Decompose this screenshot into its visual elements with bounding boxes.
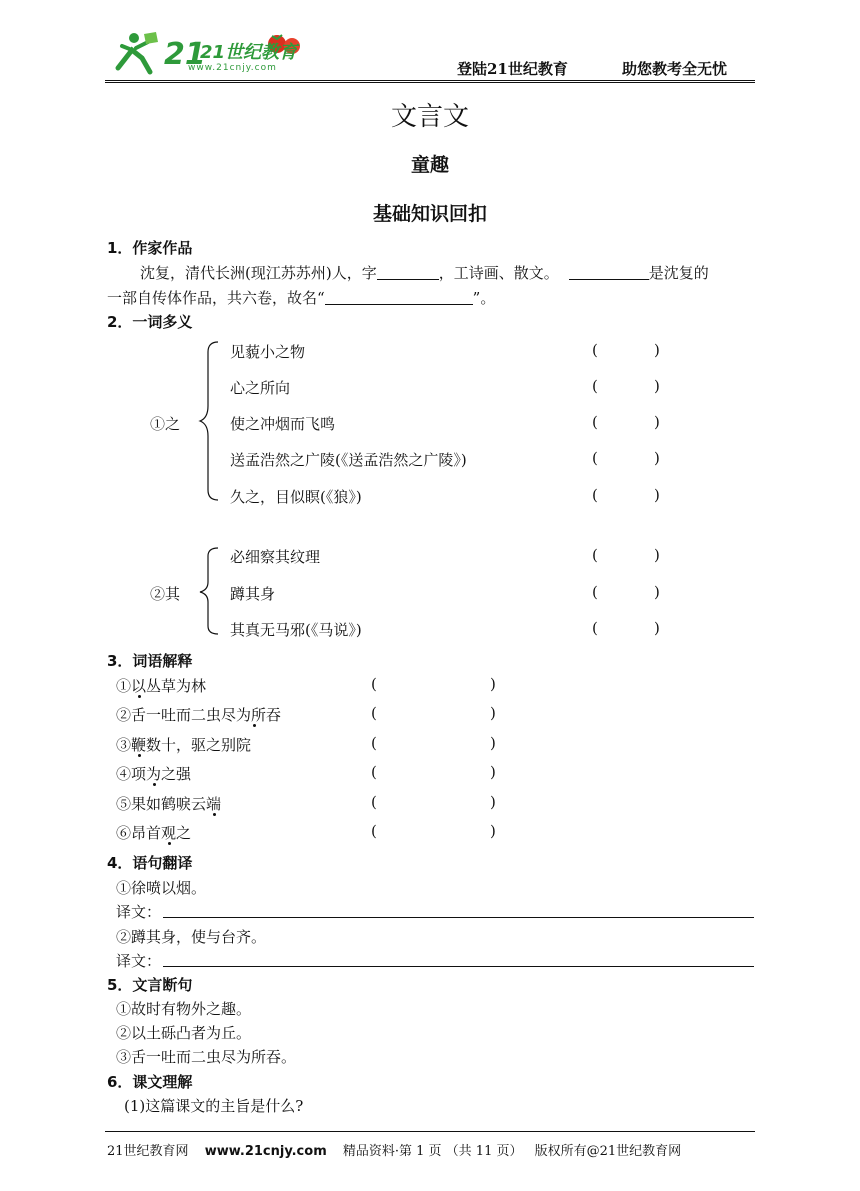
q3-paren-l-3[interactable]: ( — [371, 734, 377, 752]
q2-g1-paren-l-5[interactable]: ( — [592, 486, 598, 504]
q3-paren-r-6: ) — [490, 822, 496, 840]
q4-item-1: ①徐喷以烟。 — [116, 879, 207, 897]
q1-line1 — [140, 262, 709, 283]
q2-g2-paren-l-1[interactable]: ( — [592, 546, 598, 564]
q5-item-2: ②以土砾凸者为丘。 — [116, 1024, 252, 1042]
q1-line2 — [107, 287, 495, 308]
q1-line2-a: 一部自传体作品，共六卷，故名“ — [107, 289, 325, 307]
q3-paren-r-4: ) — [490, 763, 496, 781]
logo-text: 21世纪教育 — [200, 42, 298, 63]
q4-answer-label-2: 译文： — [116, 952, 162, 970]
q3-paren-l-4[interactable]: ( — [371, 763, 377, 781]
q3-paren-l-2[interactable]: ( — [371, 704, 377, 722]
q3-paren-l-6[interactable]: ( — [371, 822, 377, 840]
q1-line1-a: 沈复，清代长洲(现江苏苏州)人，字 — [140, 264, 377, 282]
q2-g1-paren-r-3: ) — [654, 413, 660, 431]
q2-g1-paren-l-2[interactable]: ( — [592, 377, 598, 395]
emphasis-dot — [213, 813, 216, 816]
q3-item-1: ①以丛草为林 — [116, 677, 207, 695]
q3-item-2: ②舌一吐而二虫尽为所吞 — [116, 706, 282, 724]
footer-page-info: 精品资料·第 1 页 （共 11 页） — [342, 1144, 523, 1159]
header-slogan-right: 助您教考全无忧 — [622, 60, 728, 78]
q1-blank-zi[interactable] — [377, 265, 439, 280]
q3-item-6: ⑥昂首观之 — [116, 824, 192, 842]
q3-paren-l-1[interactable]: ( — [371, 675, 377, 693]
page-subtitle: 童趣 — [410, 154, 449, 176]
emphasis-dot — [138, 754, 141, 757]
emphasis-dot — [138, 695, 141, 698]
q3-paren-r-5: ) — [490, 793, 496, 811]
header-rule-2 — [105, 82, 755, 83]
q4-item-2: ②蹲其身，使与台齐。 — [116, 928, 267, 946]
q2-g2-item-1: 必细察其纹理 — [230, 548, 321, 566]
q2-g1-paren-l-1[interactable]: ( — [592, 341, 598, 359]
brace-icon-2 — [196, 544, 224, 638]
emphasis-dot — [168, 842, 171, 845]
q2-g1-paren-r-1: ) — [654, 341, 660, 359]
q4-answer-line-2[interactable] — [163, 966, 754, 967]
q2-group1-label: ①之 — [150, 415, 181, 433]
q1-blank-title[interactable] — [325, 290, 473, 305]
q3-item-4: ④项为之强 — [116, 765, 192, 783]
emphasis-dot — [253, 724, 256, 727]
q5-item-3: ③舌一吐而二虫尽为所吞。 — [116, 1048, 297, 1066]
q5-heading: 5．文言断句 — [107, 976, 193, 994]
footer — [107, 1140, 681, 1159]
q2-g1-paren-r-4: ) — [654, 449, 660, 467]
q2-g1-paren-l-4[interactable]: ( — [592, 449, 598, 467]
q1-blank-work[interactable] — [569, 265, 649, 280]
q5-item-1: ①故时有物外之趣。 — [116, 1000, 252, 1018]
q2-g2-paren-r-2: ) — [654, 583, 660, 601]
q2-g1-item-1: 见藐小之物 — [230, 343, 306, 361]
q1-line1-c: 是沈复的 — [648, 264, 709, 282]
q1-line1-b: ，工诗画、散文。 — [438, 264, 559, 282]
q3-paren-l-5[interactable]: ( — [371, 793, 377, 811]
q6-heading: 6．课文理解 — [107, 1073, 193, 1091]
q3-item-3: ③鞭数十，驱之别院 — [116, 736, 252, 754]
q6-item-1: (1)这篇课文的主旨是什么? — [124, 1097, 304, 1115]
q1-heading: 1．作家作品 — [107, 239, 193, 257]
q3-paren-r-2: ) — [490, 704, 496, 722]
section-title: 基础知识回扣 — [372, 203, 487, 225]
brace-icon — [196, 338, 224, 504]
footer-copyright: 版权所有@21世纪教育网 — [534, 1144, 682, 1159]
q2-g2-paren-l-3[interactable]: ( — [592, 619, 598, 637]
footer-site-name: 21世纪教育网 — [107, 1144, 189, 1159]
q2-g1-item-3: 使之冲烟而飞鸣 — [230, 415, 336, 433]
header-rule — [105, 80, 755, 81]
q2-heading: 2．一词多义 — [107, 313, 193, 331]
q4-heading: 4．语句翻译 — [107, 854, 193, 872]
q2-g1-paren-r-2: ) — [654, 377, 660, 395]
svg-text:21: 21 — [164, 37, 206, 72]
q2-g2-paren-r-3: ) — [654, 619, 660, 637]
q2-g2-item-2: 蹲其身 — [230, 585, 276, 603]
q3-paren-r-1: ) — [490, 675, 496, 693]
q4-answer-label-1: 译文： — [116, 903, 162, 921]
q2-g2-item-3: 其真无马邪(《马说》) — [230, 621, 362, 639]
q2-g1-item-4: 送孟浩然之广陵(《送孟浩然之广陵》) — [230, 451, 467, 469]
q2-group2-label: ②其 — [150, 585, 181, 603]
q3-heading: 3．词语解释 — [107, 652, 193, 670]
footer-rule — [105, 1131, 755, 1132]
emphasis-dot — [153, 783, 156, 786]
header-slogan-left: 登陆21世纪教育 — [457, 60, 568, 78]
page-title: 文言文 — [390, 102, 469, 132]
q3-item-5: ⑤果如鹤唳云端 — [116, 795, 222, 813]
footer-url[interactable]: www.21cnjy.com — [204, 1144, 327, 1159]
q2-g1-paren-r-5: ) — [654, 486, 660, 504]
q2-g1-paren-l-3[interactable]: ( — [592, 413, 598, 431]
q4-answer-line-1[interactable] — [163, 917, 754, 918]
logo-url: www.21cnjy.com — [188, 63, 277, 73]
q3-paren-r-3: ) — [490, 734, 496, 752]
q2-g2-paren-l-2[interactable]: ( — [592, 583, 598, 601]
q2-g1-item-2: 心之所向 — [230, 379, 291, 397]
q2-g2-paren-r-1: ) — [654, 546, 660, 564]
q2-g1-item-5: 久之，目似瞑(《狼》) — [230, 488, 362, 506]
q1-line2-b: ”。 — [472, 289, 496, 307]
